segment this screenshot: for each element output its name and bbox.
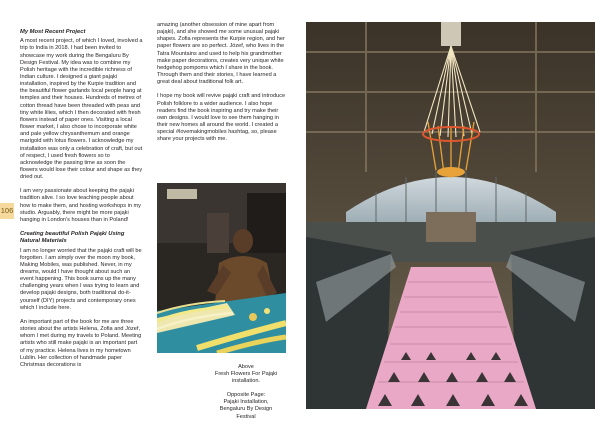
text-column-middle (157, 22, 286, 151)
photo-caption (214, 364, 278, 428)
body-paragraph: An important part of the book for me are three stories about the artists Helena, Zofia and Józef, whom I met during my travels to Poland. Meeting artists who still make pająki is an important part of my practice. Helena lives in my hometown Lublin. Her collection of handmade paper Christmas decorations is (20, 318, 142, 368)
body-paragraph: A most recent project, of which I loved, involved a trip to India in 2018. I had been invited to showcase my work during the Bengaluru By Design Festival. My idea was to combine my Polish heritage with the incredible richness of Indian culture. I designed a giant pająki installation, inspired by the Kurpie tradition and the beautiful flower garlands local people hang at temples and their houses. Hundreds of metres of cotton thread have been threaded with peas and tiny white lilies, which I then decorated with fresh flowers instead of paper ones. Visiting a local flower market, I also chose to incorporate white and pale yellow chrysanthemum and orange marigold with lotus flowers. I acknowledge my installation was only a celebration of craft, but out of respect, I used fresh flowers so to acknowledge the passing time as soon the flowers would lose their colour and shape as they dried out. (20, 38, 143, 181)
body-paragraph: I am very passionate about keeping the pająki tradition alive. I so love teaching people about how to make them, and hosting workshops in my studio. Arguably, there might be more pająki hanging in London's houses than in Poland! (20, 188, 141, 223)
caption-above-text: Fresh Flowers For Pająki installation. (214, 371, 278, 385)
caption-opposite-text: Pająki Installation, Bengaluru By Design Festival (219, 399, 273, 420)
text-column-left (20, 29, 143, 376)
photo-flower-garlands (157, 183, 286, 353)
body-paragraph: amazing (another obsession of mine apart from pająki), and she showed me some unusual pająki shapes. Zofia represents the Kurpie region, and her paper flowers are so perfect. Józef, who lives in the Tatra Mountains and used to help his grandmother make paper decorations, creates very unique white hedgehog pompoms which I share in the book. Through them and their stories, I have learned a great deal about traditional folk art. (157, 22, 285, 86)
section-heading-recent-project: My Most Recent Project (20, 29, 86, 35)
caption-opposite-label: Opposite Page: (226, 392, 266, 399)
body-paragraph: I am no longer worried that the pająki craft will be forgotten. I am simply over the moon my book, Making Mobiles, was published. Never, in my dreams, would I have thought about such an event happening. This book sums up the many challenging years when I was trying to learn and develop pająki designs, both traditional do-it-yourself (DIY) projects and contemporary ones which I include here. (20, 247, 142, 311)
page-number-tab: 106 (0, 203, 14, 219)
section-heading-natural-materials: Creating beautiful Polish Pająki Using Natural Materials (20, 231, 125, 245)
photo-pajaki-installation (306, 22, 595, 409)
body-paragraph: I hope my book will revive pająki craft and introduce Polish folklore to a wider audience. I also hope readers find the book inspiring and try make their own designs. I would love to see them hanging in their new homes all around the world. I created a special #lovemakingmobiles hashtag, so, please share your projects with me. (157, 93, 286, 143)
caption-above-label: Above (238, 364, 254, 370)
